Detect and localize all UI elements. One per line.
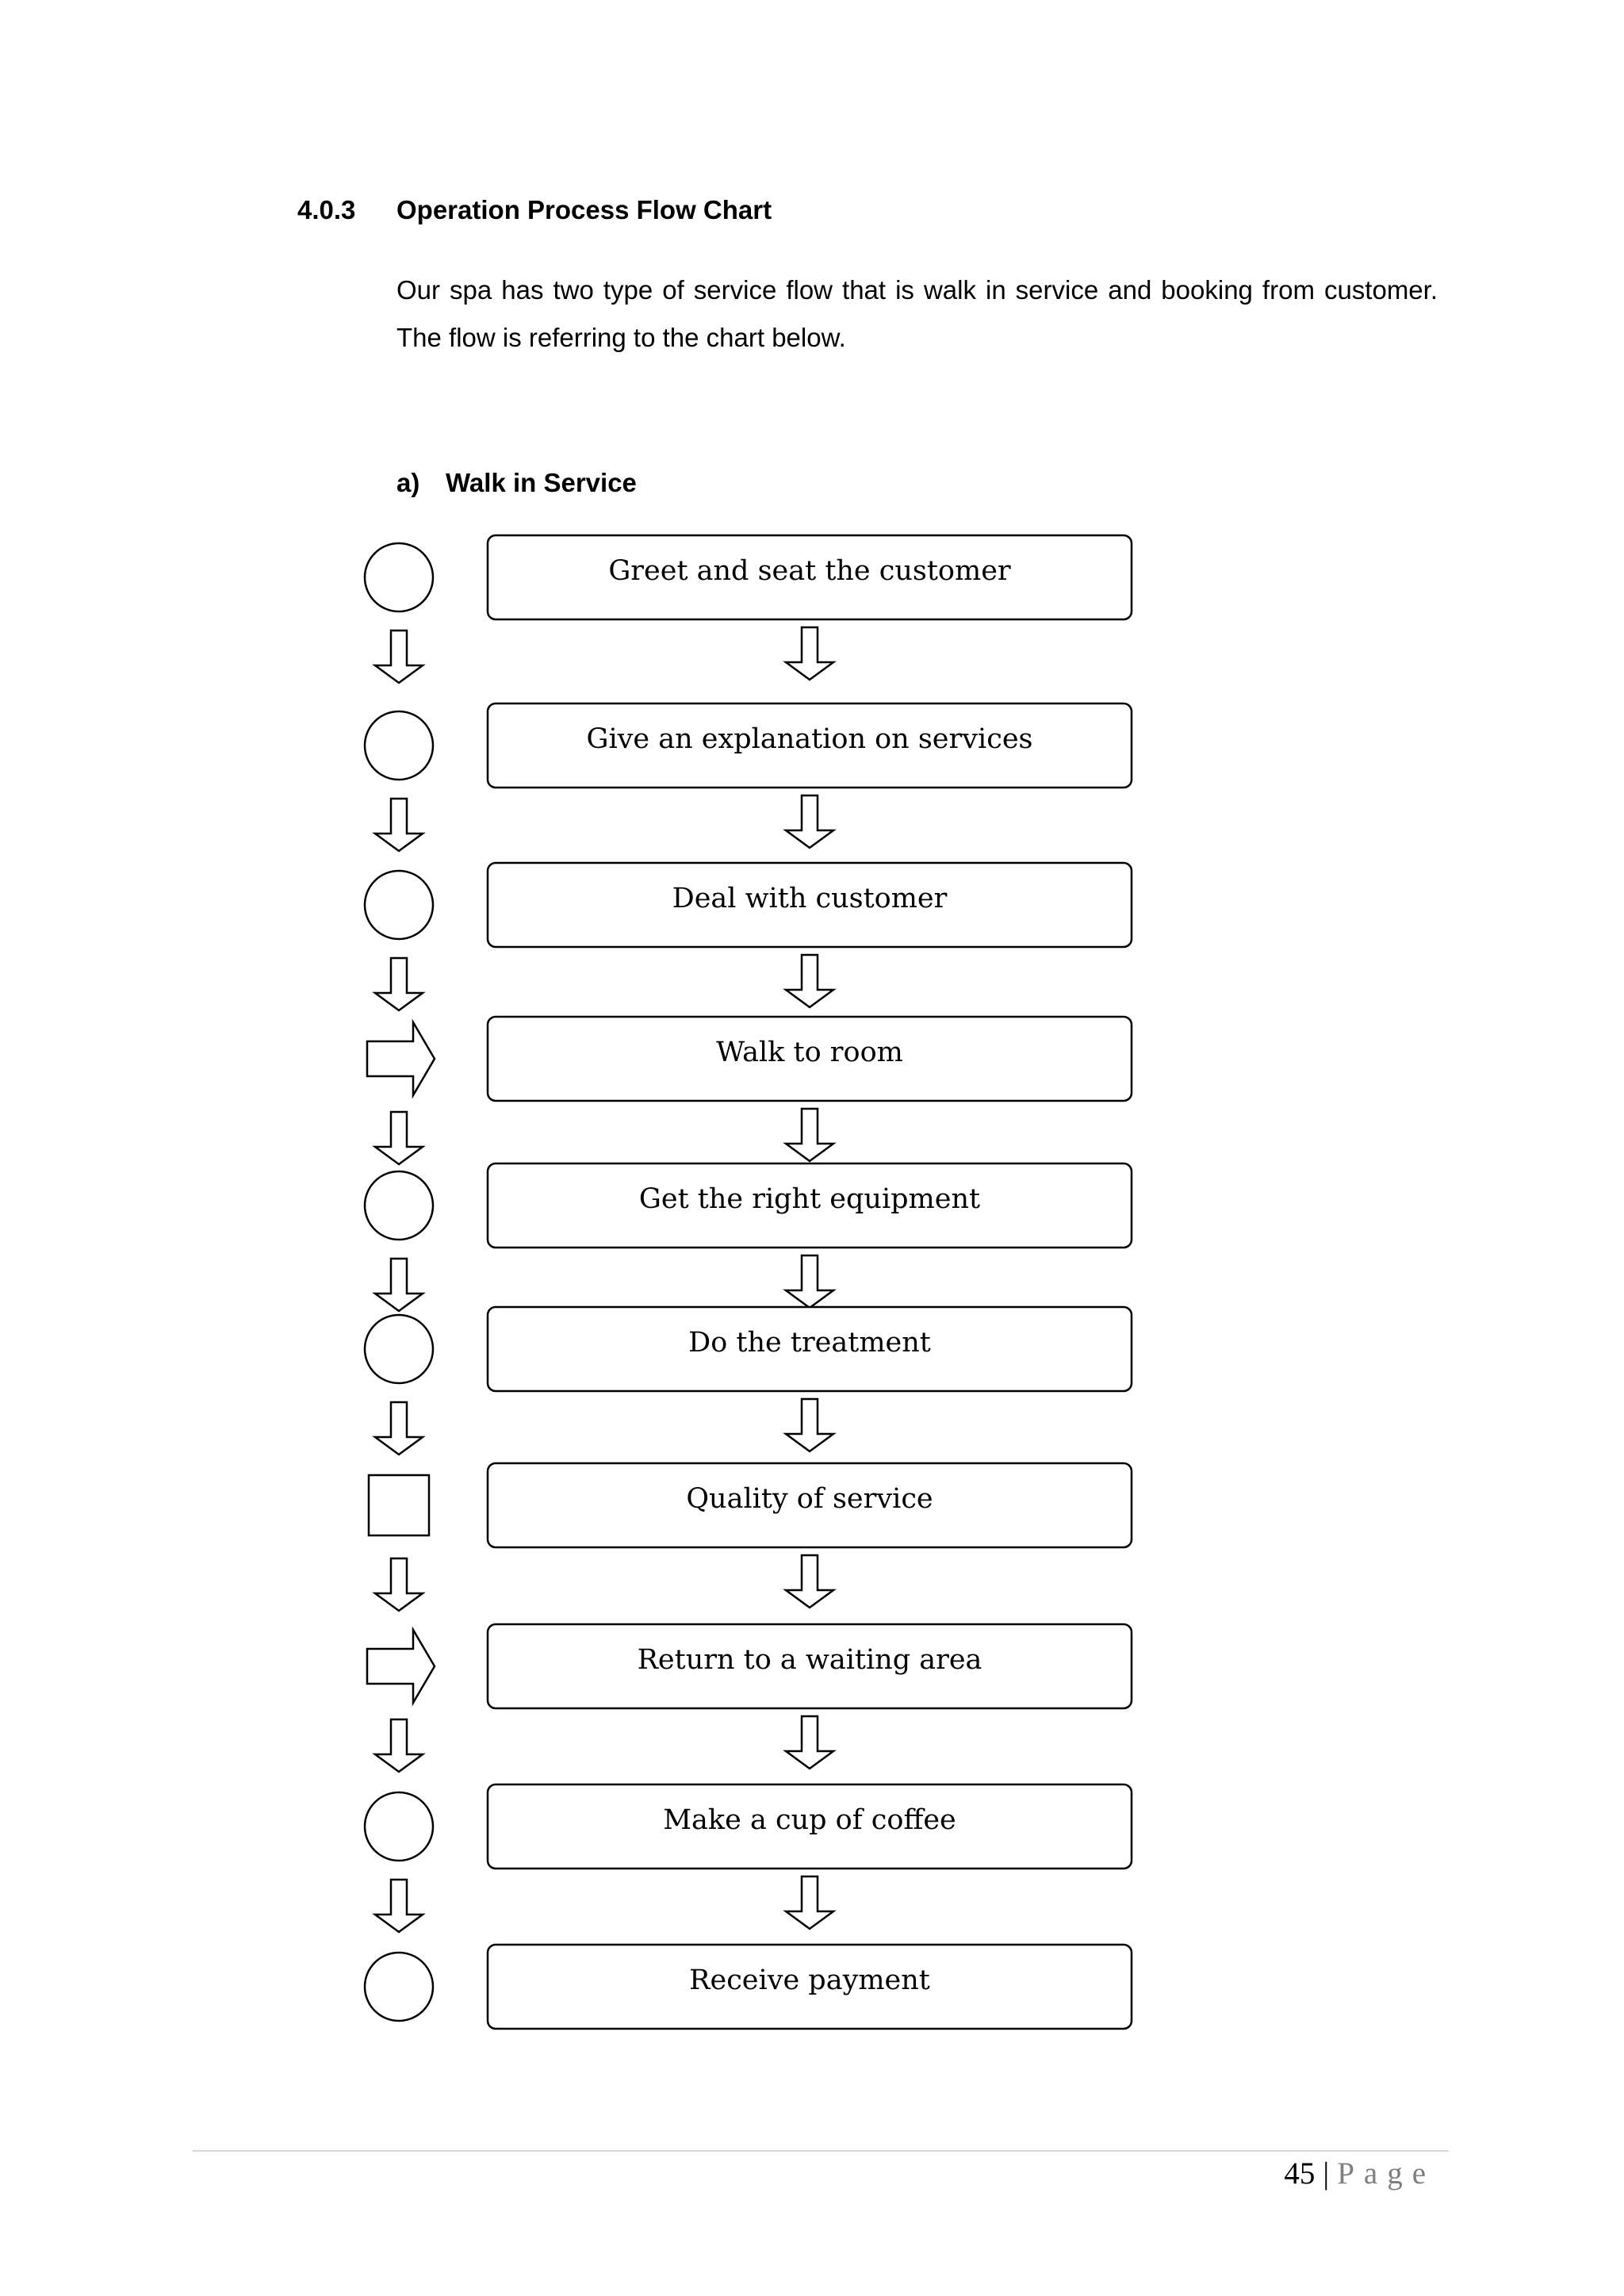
operation-circle-icon — [365, 1315, 433, 1383]
flow-step-label: Return to a waiting area — [637, 1644, 982, 1676]
symbol-down-arrow-icon — [375, 1880, 423, 1932]
operation-circle-icon — [365, 711, 433, 780]
footer-separator: | — [1323, 2156, 1330, 2191]
footer-divider — [192, 2150, 1449, 2152]
intro-paragraph: Our spa has two type of service flow that is walk in service and booking from customer. The flow is referring to the chart below. — [396, 275, 1438, 352]
flow-step-label: Give an explanation on services — [586, 723, 1033, 755]
symbol-down-arrow-icon — [375, 1402, 423, 1455]
section-title: Operation Process Flow Chart — [396, 195, 772, 224]
symbol-down-arrow-icon — [375, 799, 423, 851]
symbol-down-arrow-icon — [375, 1719, 423, 1772]
subsection-letter: a) — [396, 468, 420, 497]
flow-down-arrow-icon — [786, 1399, 833, 1451]
operation-circle-icon — [365, 871, 433, 939]
inspection-square-icon — [369, 1475, 429, 1535]
flow-down-arrow-icon — [786, 1109, 833, 1161]
operation-circle-icon — [365, 543, 433, 611]
flow-step-label: Make a cup of coffee — [663, 1804, 956, 1836]
subsection-title: Walk in Service — [446, 468, 637, 497]
flow-step-label: Walk to room — [716, 1037, 903, 1068]
transport-arrow-icon — [367, 1022, 435, 1095]
flow-step-label: Deal with customer — [672, 883, 948, 914]
flow-step-label: Quality of service — [686, 1483, 933, 1515]
page-word: Page — [1337, 2156, 1435, 2191]
flow-step-label: Receive payment — [689, 1964, 930, 1996]
symbol-down-arrow-icon — [375, 631, 423, 683]
transport-arrow-icon — [367, 1630, 435, 1703]
operation-circle-icon — [365, 1792, 433, 1861]
symbol-down-arrow-icon — [375, 958, 423, 1010]
flow-down-arrow-icon — [786, 1255, 833, 1308]
flow-step-label: Greet and seat the customer — [608, 555, 1011, 587]
operation-circle-icon — [365, 1171, 433, 1240]
flow-down-arrow-icon — [786, 1716, 833, 1769]
flow-down-arrow-icon — [786, 1555, 833, 1608]
section-number: 4.0.3 — [297, 195, 356, 224]
symbol-down-arrow-icon — [375, 1558, 423, 1611]
symbol-down-arrow-icon — [375, 1112, 423, 1164]
flow-step-label: Get the right equipment — [638, 1183, 981, 1215]
flow-down-arrow-icon — [786, 955, 833, 1007]
symbol-down-arrow-icon — [375, 1259, 423, 1311]
flow-down-arrow-icon — [786, 627, 833, 680]
flow-down-arrow-icon — [786, 795, 833, 848]
page-number: 45 — [1284, 2156, 1316, 2191]
flow-down-arrow-icon — [786, 1876, 833, 1929]
page-footer — [1284, 2156, 1435, 2191]
operation-circle-icon — [365, 1953, 433, 2021]
flow-step-label: Do the treatment — [688, 1327, 931, 1359]
